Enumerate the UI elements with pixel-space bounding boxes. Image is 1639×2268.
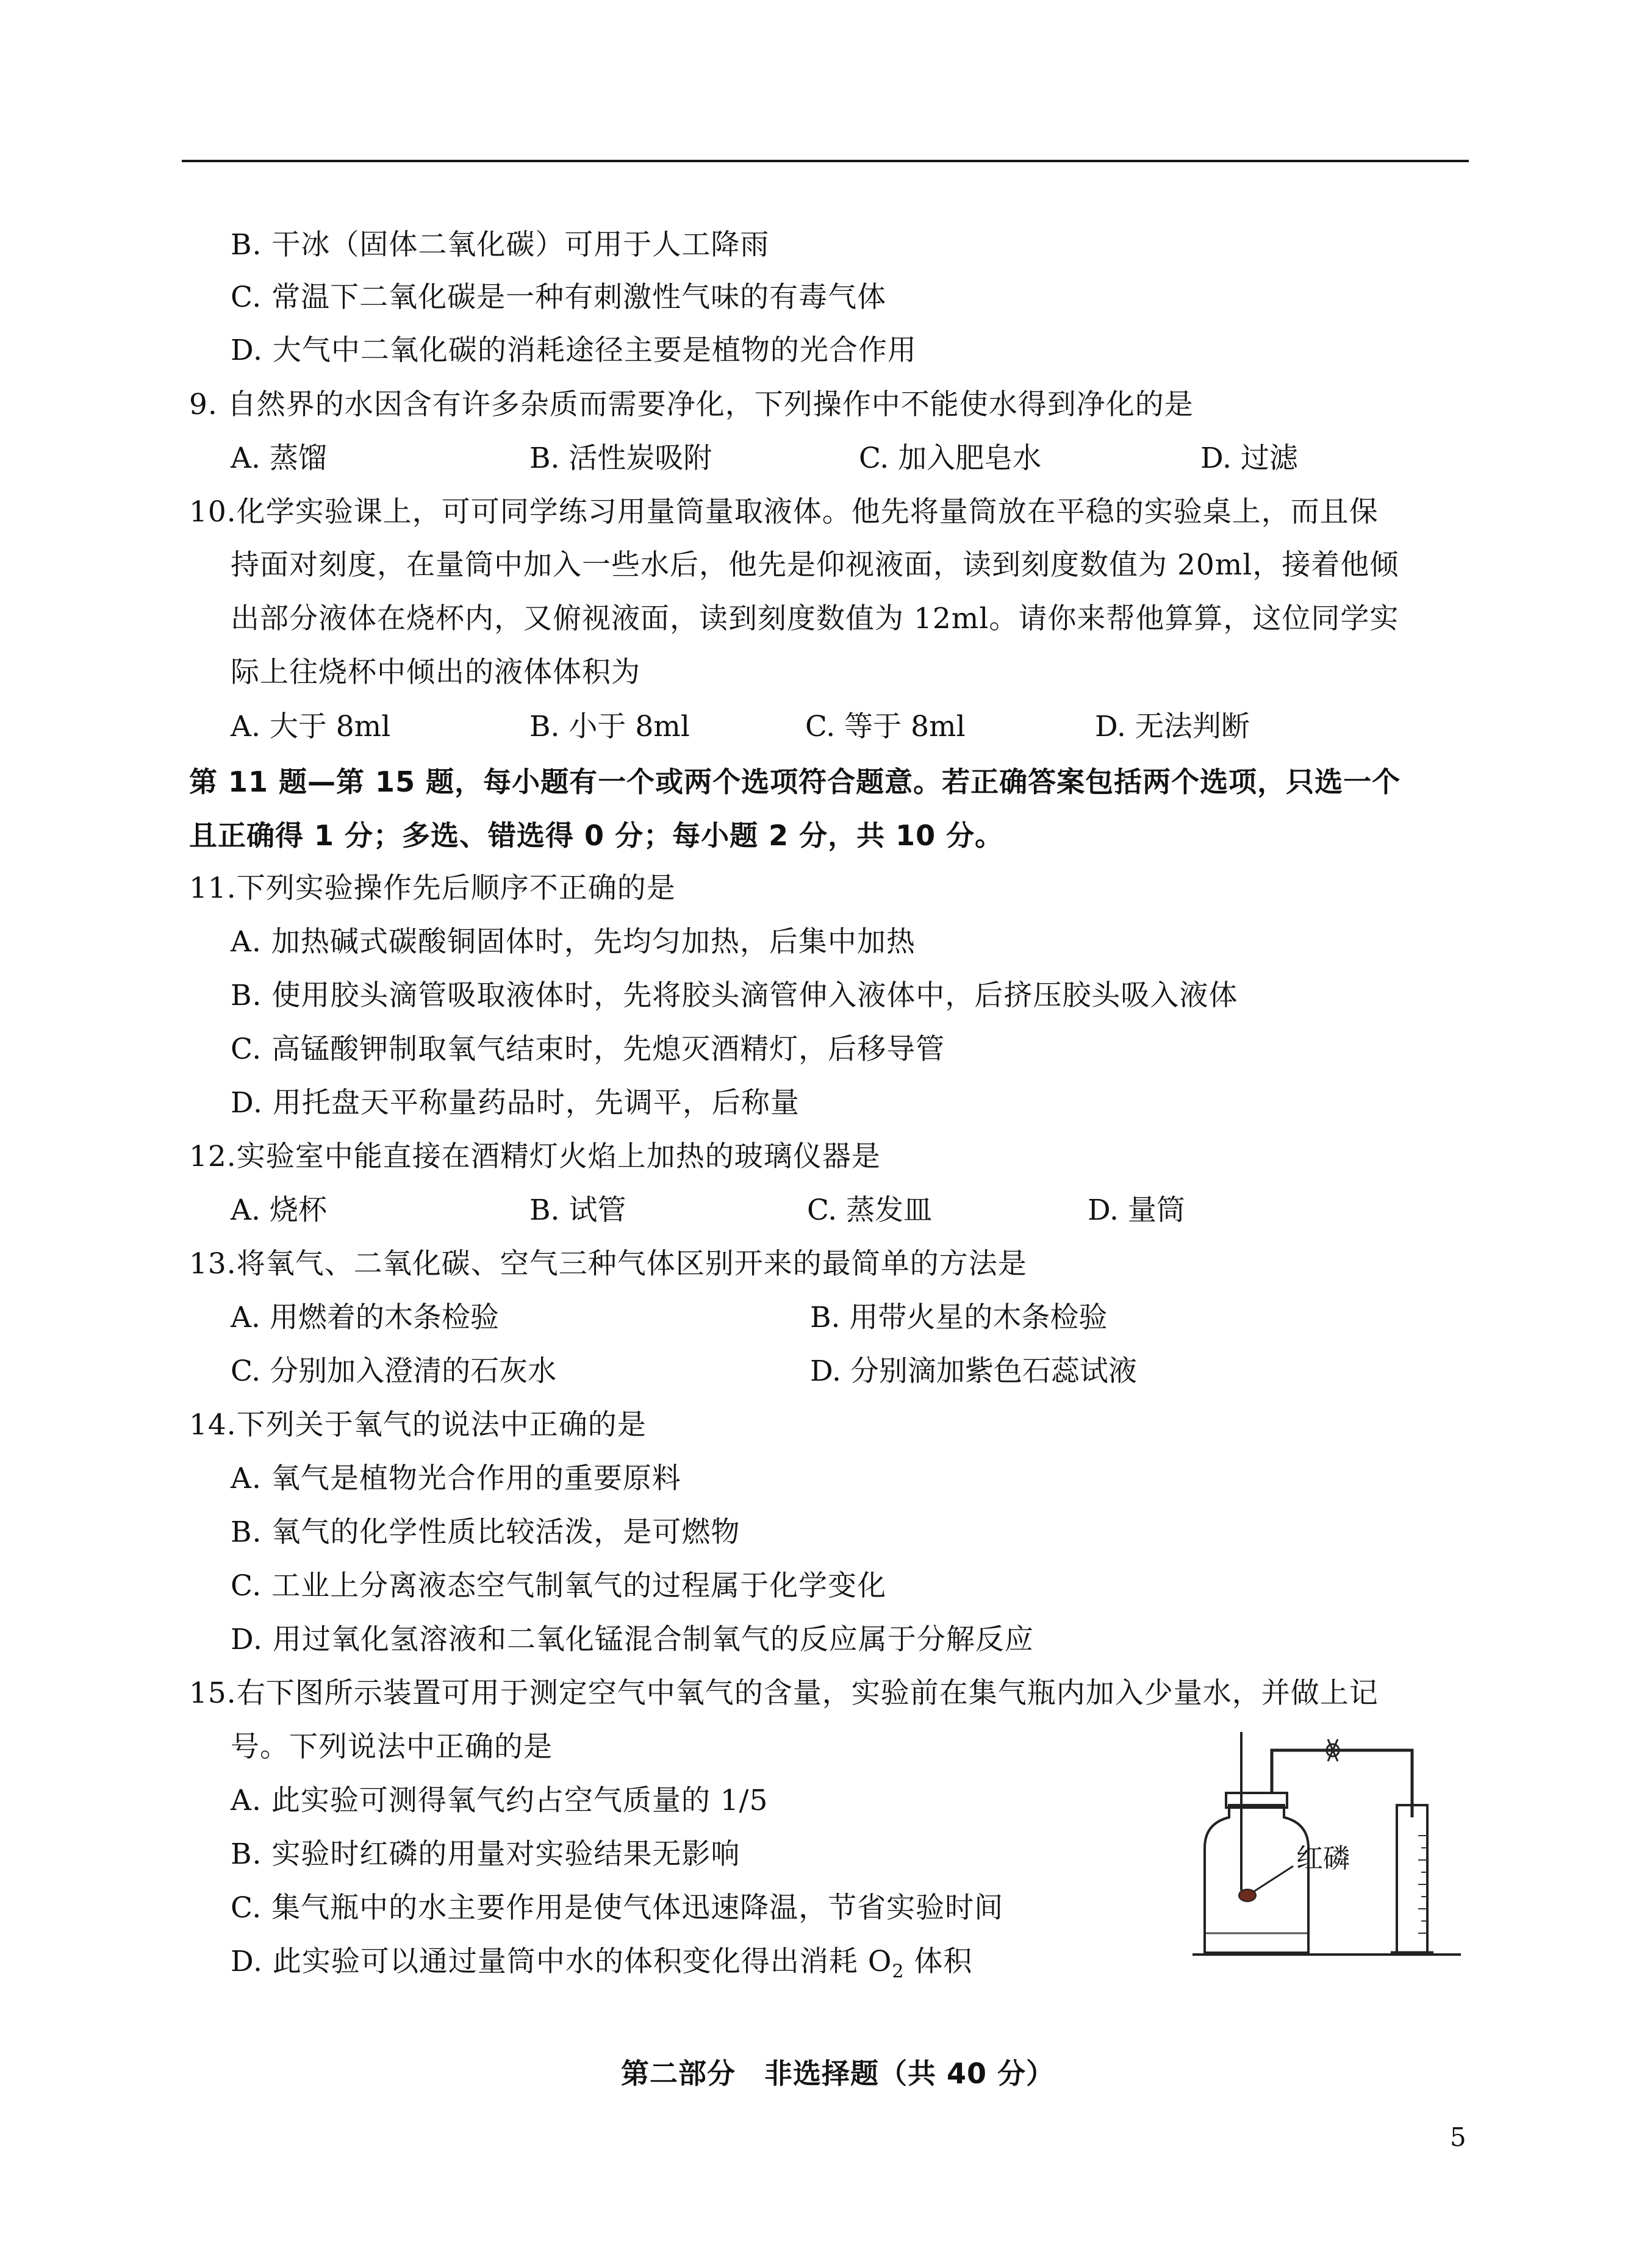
q10-option-a: A. 大于 8ml (231, 710, 391, 743)
section-note-line-1: 第 11 题—第 15 题，每小题有一个或两个选项符合题意。若正确答案包括两个选项，只选一个 (189, 765, 1401, 798)
q13-option-c: C. 分别加入澄清的石灰水 (231, 1354, 557, 1388)
q11-option-a: A. 加热碱式碳酸铜固体时，先均匀加热，后集中加热 (231, 925, 916, 959)
q11-option-d: D. 用托盘天平称量药品时，先调平，后称量 (231, 1086, 800, 1120)
q12-option-d: D. 量筒 (1088, 1193, 1185, 1227)
q11-option-c: C. 高锰酸钾制取氧气结束时，先熄灭酒精灯，后移导管 (231, 1032, 945, 1066)
q12-stem: 12.实验室中能直接在酒精灯火焰上加热的玻璃仪器是 (189, 1140, 881, 1173)
q10-option-b: B. 小于 8ml (529, 710, 690, 743)
q14-option-c: C. 工业上分离液态空气制氧气的过程属于化学变化 (231, 1569, 887, 1603)
q14-option-b: B. 氧气的化学性质比较活泼，是可燃物 (231, 1515, 741, 1549)
q8-option-b: B. 干冰（固体二氧化碳）可用于人工降雨 (231, 228, 770, 262)
q12-option-b: B. 试管 (529, 1193, 626, 1227)
q9-option-c: C. 加入肥皂水 (859, 442, 1042, 475)
q15-option-b: B. 实验时红磷的用量对实验结果无影响 (231, 1837, 741, 1871)
q9-option-d: D. 过滤 (1200, 442, 1298, 475)
q14-option-d: D. 用过氧化氢溶液和二氧化锰混合制氧气的反应属于分解反应 (231, 1623, 1034, 1656)
q10-line-2: 持面对刻度，在量筒中加入一些水后，他先是仰视液面，读到刻度数值为 20ml，接着他倾 (231, 548, 1399, 582)
q9-stem: 9. 自然界的水因含有许多杂质而需要净化，下列操作中不能使水得到净化的是 (189, 388, 1194, 421)
q10-options (231, 709, 1394, 745)
q13-option-b: B. 用带火星的木条检验 (810, 1301, 1108, 1334)
q14-option-a: A. 氧气是植物光合作用的重要原料 (231, 1462, 681, 1495)
q11-stem: 11.下列实验操作先后顺序不正确的是 (189, 871, 676, 905)
q10-line-1: 10.化学实验课上，可可同学练习用量筒量取液体。他先将量筒放在平稳的实验桌上，而且保 (189, 495, 1379, 529)
q12-option-a: A. 烧杯 (231, 1193, 327, 1227)
q13-stem: 13.将氧气、二氧化碳、空气三种气体区别开来的最简单的方法是 (189, 1247, 1027, 1281)
q12-options (231, 1192, 1386, 1229)
q10-option-d: D. 无法判断 (1095, 710, 1250, 743)
q9-option-a: A. 蒸馏 (231, 442, 327, 475)
q13-option-d: D. 分别滴加紫色石蕊试液 (810, 1354, 1137, 1388)
q15-option-a: A. 此实验可测得氧气约占空气质量的 1/5 (231, 1784, 769, 1817)
q15-option-d (231, 1944, 972, 1990)
q15-stem-line-2: 号。下列说法中正确的是 (231, 1730, 553, 1764)
q15-stem-line-1: 15.右下图所示装置可用于测定空气中氧气的含量，实验前在集气瓶内加入少量水，并做上记 (189, 1676, 1379, 1710)
q13-options-row-1 (231, 1300, 1390, 1336)
q8-option-d: D. 大气中二氧化碳的消耗途径主要是植物的光合作用 (231, 334, 917, 367)
figure-label-red-phosphorus: 红磷 (1296, 1843, 1350, 1874)
q12-option-c: C. 蒸发皿 (807, 1193, 933, 1227)
q14-stem: 14.下列关于氧气的说法中正确的是 (189, 1408, 647, 1442)
q15-option-d-prefix: D. 此实验可以通过量筒中水的体积变化得出消耗 O (231, 1945, 892, 1978)
q15-option-c: C. 集气瓶中的水主要作用是使气体迅速降温，节省实验时间 (231, 1891, 1004, 1925)
q10-line-3: 出部分液体在烧杯内，又俯视液面，读到刻度数值为 12ml。请你来帮他算算，这位同学实 (231, 602, 1399, 635)
q9-option-b: B. 活性炭吸附 (529, 442, 712, 475)
q15-option-d-subscript: 2 (892, 1961, 905, 1983)
part-2-title: 第二部分 非选择题（共 40 分） (621, 2057, 1055, 2090)
header-rule (182, 160, 1469, 162)
q15-option-d-suffix: 体积 (904, 1945, 973, 1978)
page-number: 5 (1450, 2122, 1466, 2152)
oxygen-measurement-apparatus-figure (1192, 1732, 1461, 1964)
q11-option-b: B. 使用胶头滴管吸取液体时，先将胶头滴管伸入液体中，后挤压胶头吸入液体 (231, 979, 1238, 1012)
q10-line-4: 际上往烧杯中倾出的液体体积为 (231, 656, 640, 689)
q13-options-row-2 (231, 1353, 1390, 1390)
q13-option-a: A. 用燃着的木条检验 (231, 1301, 499, 1334)
q9-options (231, 440, 1499, 477)
q8-option-c: C. 常温下二氧化碳是一种有刺激性气味的有毒气体 (231, 281, 887, 314)
section-note-line-2: 且正确得 1 分；多选、错选得 0 分；每小题 2 分，共 10 分。 (189, 819, 1004, 852)
q10-option-c: C. 等于 8ml (805, 710, 966, 743)
